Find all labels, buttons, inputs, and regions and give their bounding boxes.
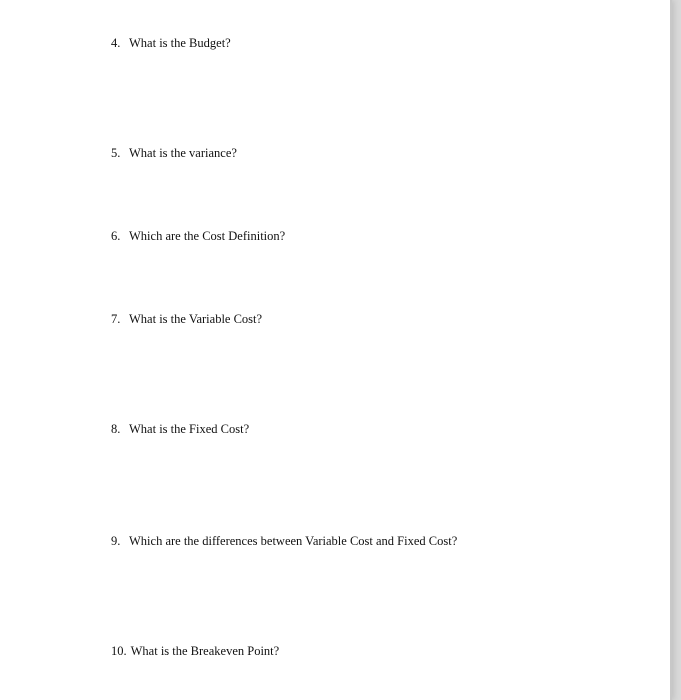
question-7: [111, 313, 262, 326]
question-10: [111, 645, 279, 658]
question-4: [111, 37, 231, 50]
question-text: Which are the differences between Variable Cost and Fixed Cost?: [129, 534, 458, 548]
question-number: 4.: [111, 36, 121, 50]
question-5: [111, 147, 237, 160]
question-text: What is the variance?: [129, 146, 237, 160]
question-6: [111, 230, 285, 243]
question-number: 7.: [111, 312, 121, 326]
question-number: 10.: [111, 644, 127, 658]
question-9: [111, 535, 457, 548]
question-8: [111, 423, 249, 436]
question-text: What is the Breakeven Point?: [130, 644, 280, 658]
question-number: 5.: [111, 146, 121, 160]
question-text: What is the Budget?: [129, 36, 231, 50]
question-number: 6.: [111, 229, 121, 243]
question-number: 8.: [111, 422, 121, 436]
question-text: What is the Fixed Cost?: [129, 422, 250, 436]
question-text: What is the Variable Cost?: [129, 312, 263, 326]
question-text: Which are the Cost Definition?: [129, 229, 286, 243]
question-number: 9.: [111, 534, 121, 548]
